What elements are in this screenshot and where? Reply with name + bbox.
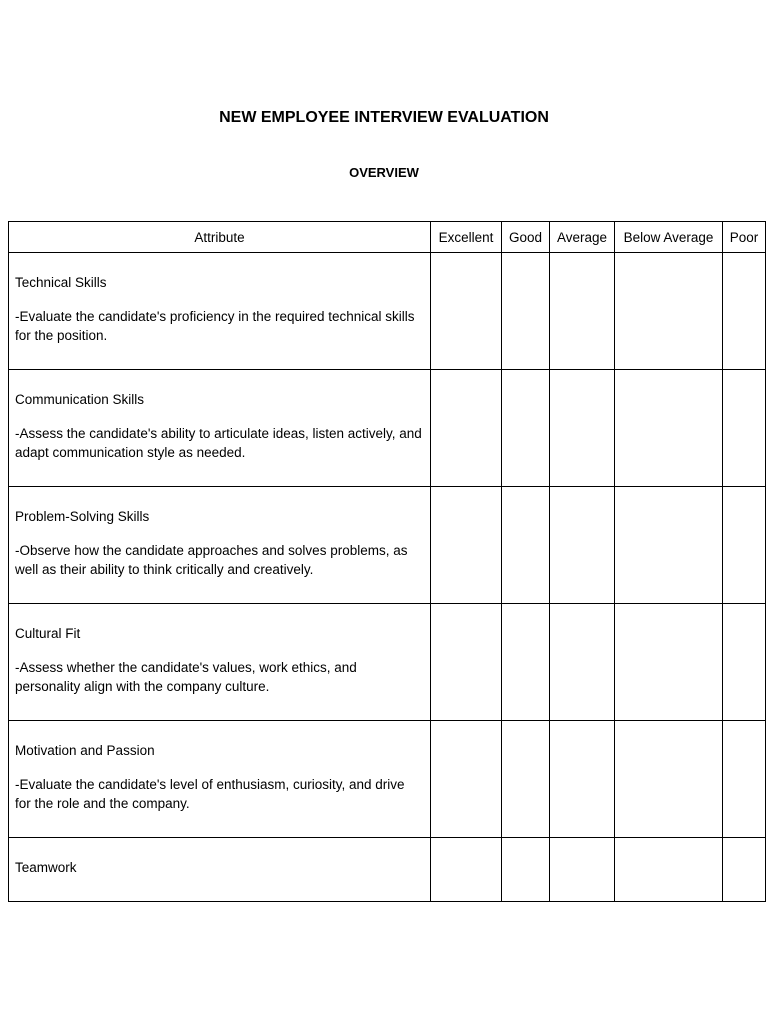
- rating-cell-good[interactable]: [502, 721, 550, 838]
- rating-cell-average[interactable]: [550, 721, 615, 838]
- column-header-attribute: Attribute: [9, 222, 431, 253]
- attribute-name: Teamwork: [15, 860, 77, 875]
- table-row: [9, 721, 766, 838]
- rating-cell-poor[interactable]: [723, 370, 766, 487]
- rating-cell-good[interactable]: [502, 838, 550, 902]
- attribute-cell: [9, 253, 431, 370]
- column-header-average: Average: [550, 222, 615, 253]
- column-header-poor: Poor: [723, 222, 766, 253]
- attribute-cell: [9, 721, 431, 838]
- attribute-name: Communication Skills: [15, 392, 145, 407]
- rating-cell-poor[interactable]: [723, 487, 766, 604]
- attribute-cell: [9, 838, 431, 902]
- rating-cell-below-average[interactable]: [615, 604, 723, 721]
- attribute-description: -Assess the candidate's ability to articulate ideas, listen actively, and adapt communication style as needed.: [15, 426, 422, 460]
- attribute-description: -Assess whether the candidate's values, work ethics, and personality align with the company culture.: [15, 660, 357, 694]
- rating-cell-average[interactable]: [550, 370, 615, 487]
- column-header-below-average: Below Average: [615, 222, 723, 253]
- table-header-row: [9, 222, 766, 253]
- rating-cell-below-average[interactable]: [615, 370, 723, 487]
- attribute-name: Cultural Fit: [15, 626, 81, 641]
- attribute-name: Problem-Solving Skills: [15, 509, 150, 524]
- attribute-name: Technical Skills: [15, 275, 107, 290]
- rating-cell-good[interactable]: [502, 253, 550, 370]
- table-row: [9, 838, 766, 902]
- attribute-cell: [9, 604, 431, 721]
- table-row: [9, 487, 766, 604]
- attribute-cell: [9, 370, 431, 487]
- section-heading-overview: OVERVIEW: [349, 165, 419, 180]
- column-header-good: Good: [502, 222, 550, 253]
- rating-cell-below-average[interactable]: [615, 253, 723, 370]
- rating-cell-good[interactable]: [502, 370, 550, 487]
- attribute-name: Motivation and Passion: [15, 743, 155, 758]
- column-header-excellent: Excellent: [431, 222, 502, 253]
- attribute-description: -Evaluate the candidate's level of enthusiasm, curiosity, and drive for the role and the company.: [15, 777, 405, 811]
- rating-cell-poor[interactable]: [723, 838, 766, 902]
- table-row: [9, 604, 766, 721]
- rating-cell-average[interactable]: [550, 838, 615, 902]
- rating-cell-poor[interactable]: [723, 604, 766, 721]
- evaluation-table: [8, 221, 766, 902]
- document-title: NEW EMPLOYEE INTERVIEW EVALUATION: [219, 109, 549, 126]
- rating-cell-excellent[interactable]: [431, 370, 502, 487]
- rating-cell-excellent[interactable]: [431, 604, 502, 721]
- rating-cell-excellent[interactable]: [431, 487, 502, 604]
- table-row: [9, 370, 766, 487]
- rating-cell-below-average[interactable]: [615, 721, 723, 838]
- rating-cell-average[interactable]: [550, 487, 615, 604]
- rating-cell-below-average[interactable]: [615, 487, 723, 604]
- rating-cell-excellent[interactable]: [431, 721, 502, 838]
- rating-cell-good[interactable]: [502, 604, 550, 721]
- attribute-description: -Observe how the candidate approaches and solves problems, as well as their ability to think critically and creatively.: [15, 543, 408, 577]
- rating-cell-average[interactable]: [550, 253, 615, 370]
- attribute-cell: [9, 487, 431, 604]
- rating-cell-below-average[interactable]: [615, 838, 723, 902]
- rating-cell-average[interactable]: [550, 604, 615, 721]
- rating-cell-poor[interactable]: [723, 721, 766, 838]
- rating-cell-excellent[interactable]: [431, 253, 502, 370]
- attribute-description: -Evaluate the candidate's proficiency in the required technical skills for the position.: [15, 309, 415, 343]
- rating-cell-good[interactable]: [502, 487, 550, 604]
- table-row: [9, 253, 766, 370]
- rating-cell-excellent[interactable]: [431, 838, 502, 902]
- rating-cell-poor[interactable]: [723, 253, 766, 370]
